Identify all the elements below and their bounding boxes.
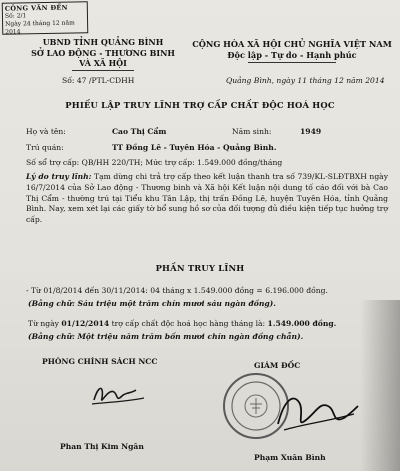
address-label: Trú quán: xyxy=(26,143,64,152)
divider xyxy=(72,70,134,71)
nation-name: CỘNG HÒA XÃ HỘI CHỦ NGHĨA VIỆT NAM xyxy=(192,39,392,49)
name-row xyxy=(26,127,66,138)
calc-line-1: - Từ 01/8/2014 đến 30/11/2014: 04 tháng x 1.549.000 đồng = 6.196.000 đồng. xyxy=(26,286,328,295)
address-value: TT Đồng Lê - Tuyên Hóa - Quảng Bình. xyxy=(112,143,277,152)
left-signature xyxy=(88,378,148,412)
stamp-date: Ngày 24 tháng 12 năm 2014 xyxy=(5,19,75,36)
stamp-title: CÔNG VĂN ĐẾN xyxy=(4,3,68,13)
allowance-line: Số sổ trợ cấp: QB/HH 220/TH; Mức trợ cấp: 1.549.000 đồng/tháng xyxy=(26,158,283,167)
national-header xyxy=(186,39,398,60)
section-title: PHẦN TRUY LĨNH xyxy=(155,263,245,273)
calc-line-2 xyxy=(28,319,336,330)
right-signature xyxy=(270,384,360,440)
name-label: Họ và tên: xyxy=(26,127,66,136)
calc-line-1-words: (Bằng chữ: Sáu triệu một trăm chín mươi sáu ngàn đồng). xyxy=(28,299,276,308)
nation-motto: Độc lập - Tự do - Hạnh phúc xyxy=(227,49,357,60)
left-signer-name: Phan Thị Kim Ngân xyxy=(60,442,144,451)
document-title: PHIẾU LẬP TRUY LĨNH TRỢ CẤP CHẤT ĐỘC HOÁ HỌC xyxy=(65,100,335,110)
document-date: Quảng Bình, ngày 11 tháng 12 năm 2014 xyxy=(226,76,385,85)
org-department-cont: VÀ XÃ HỘI xyxy=(79,58,127,68)
right-signer-name: Phạm Xuân Bình xyxy=(254,453,326,462)
name-value: Cao Thị Cẩm xyxy=(112,127,167,136)
reason-label: Lý do truy lĩnh: xyxy=(26,172,92,181)
org-province: UBND TỈNH QUẢNG BÌNH xyxy=(42,37,164,47)
birth-value: 1949 xyxy=(300,127,322,136)
birth-label: Năm sinh: xyxy=(232,127,272,136)
org-department: SỞ LAO ĐỘNG - THƯƠNG BINH xyxy=(31,47,175,58)
incoming-document-stamp xyxy=(2,1,89,34)
divider xyxy=(248,62,336,63)
calc-line-2-date: 01/12/2014 xyxy=(61,319,110,328)
document-number: Số: 47 /PTL-CDHH xyxy=(62,76,135,85)
organization-header xyxy=(18,37,188,69)
calc-line-2-words: (Bằng chữ: Một triệu năm trăm bốn mươi chín ngàn đồng chẵn). xyxy=(28,332,304,341)
calc-line-2-amount: 1.549.000 đồng. xyxy=(267,319,337,328)
right-signer-title: GIÁM ĐỐC xyxy=(254,361,301,370)
reason-paragraph xyxy=(26,172,388,226)
calc-line-2-mid: trợ cấp chất độc hoá học hàng tháng là: xyxy=(111,319,266,328)
reason-text: Tạm dừng chi trả trợ cấp theo kết luận thanh tra số 739/KL-SLĐTBXH ngày 16/7/2014 của Sở Lao động - Thương binh và Xã hội Kết luận nội dung tố cáo đối với bà Cao Thị Cẩm - thường trú tại Tiểu khu Tân Lập, thị trấn Đồng Lê, huyện Tuyên Hóa, tỉnh Quảng Bình. Nay, xem xét lại các giấy tờ bổ sung hồ sơ của đối tượng đủ điều kiện tiếp tục hưởng trợ cấp. xyxy=(26,172,388,225)
stamp-number: Số: 2/1 xyxy=(4,12,27,20)
calc-line-2-prefix: Từ ngày xyxy=(28,319,59,328)
left-signer-title: PHÒNG CHÍNH SÁCH NCC xyxy=(42,357,158,366)
